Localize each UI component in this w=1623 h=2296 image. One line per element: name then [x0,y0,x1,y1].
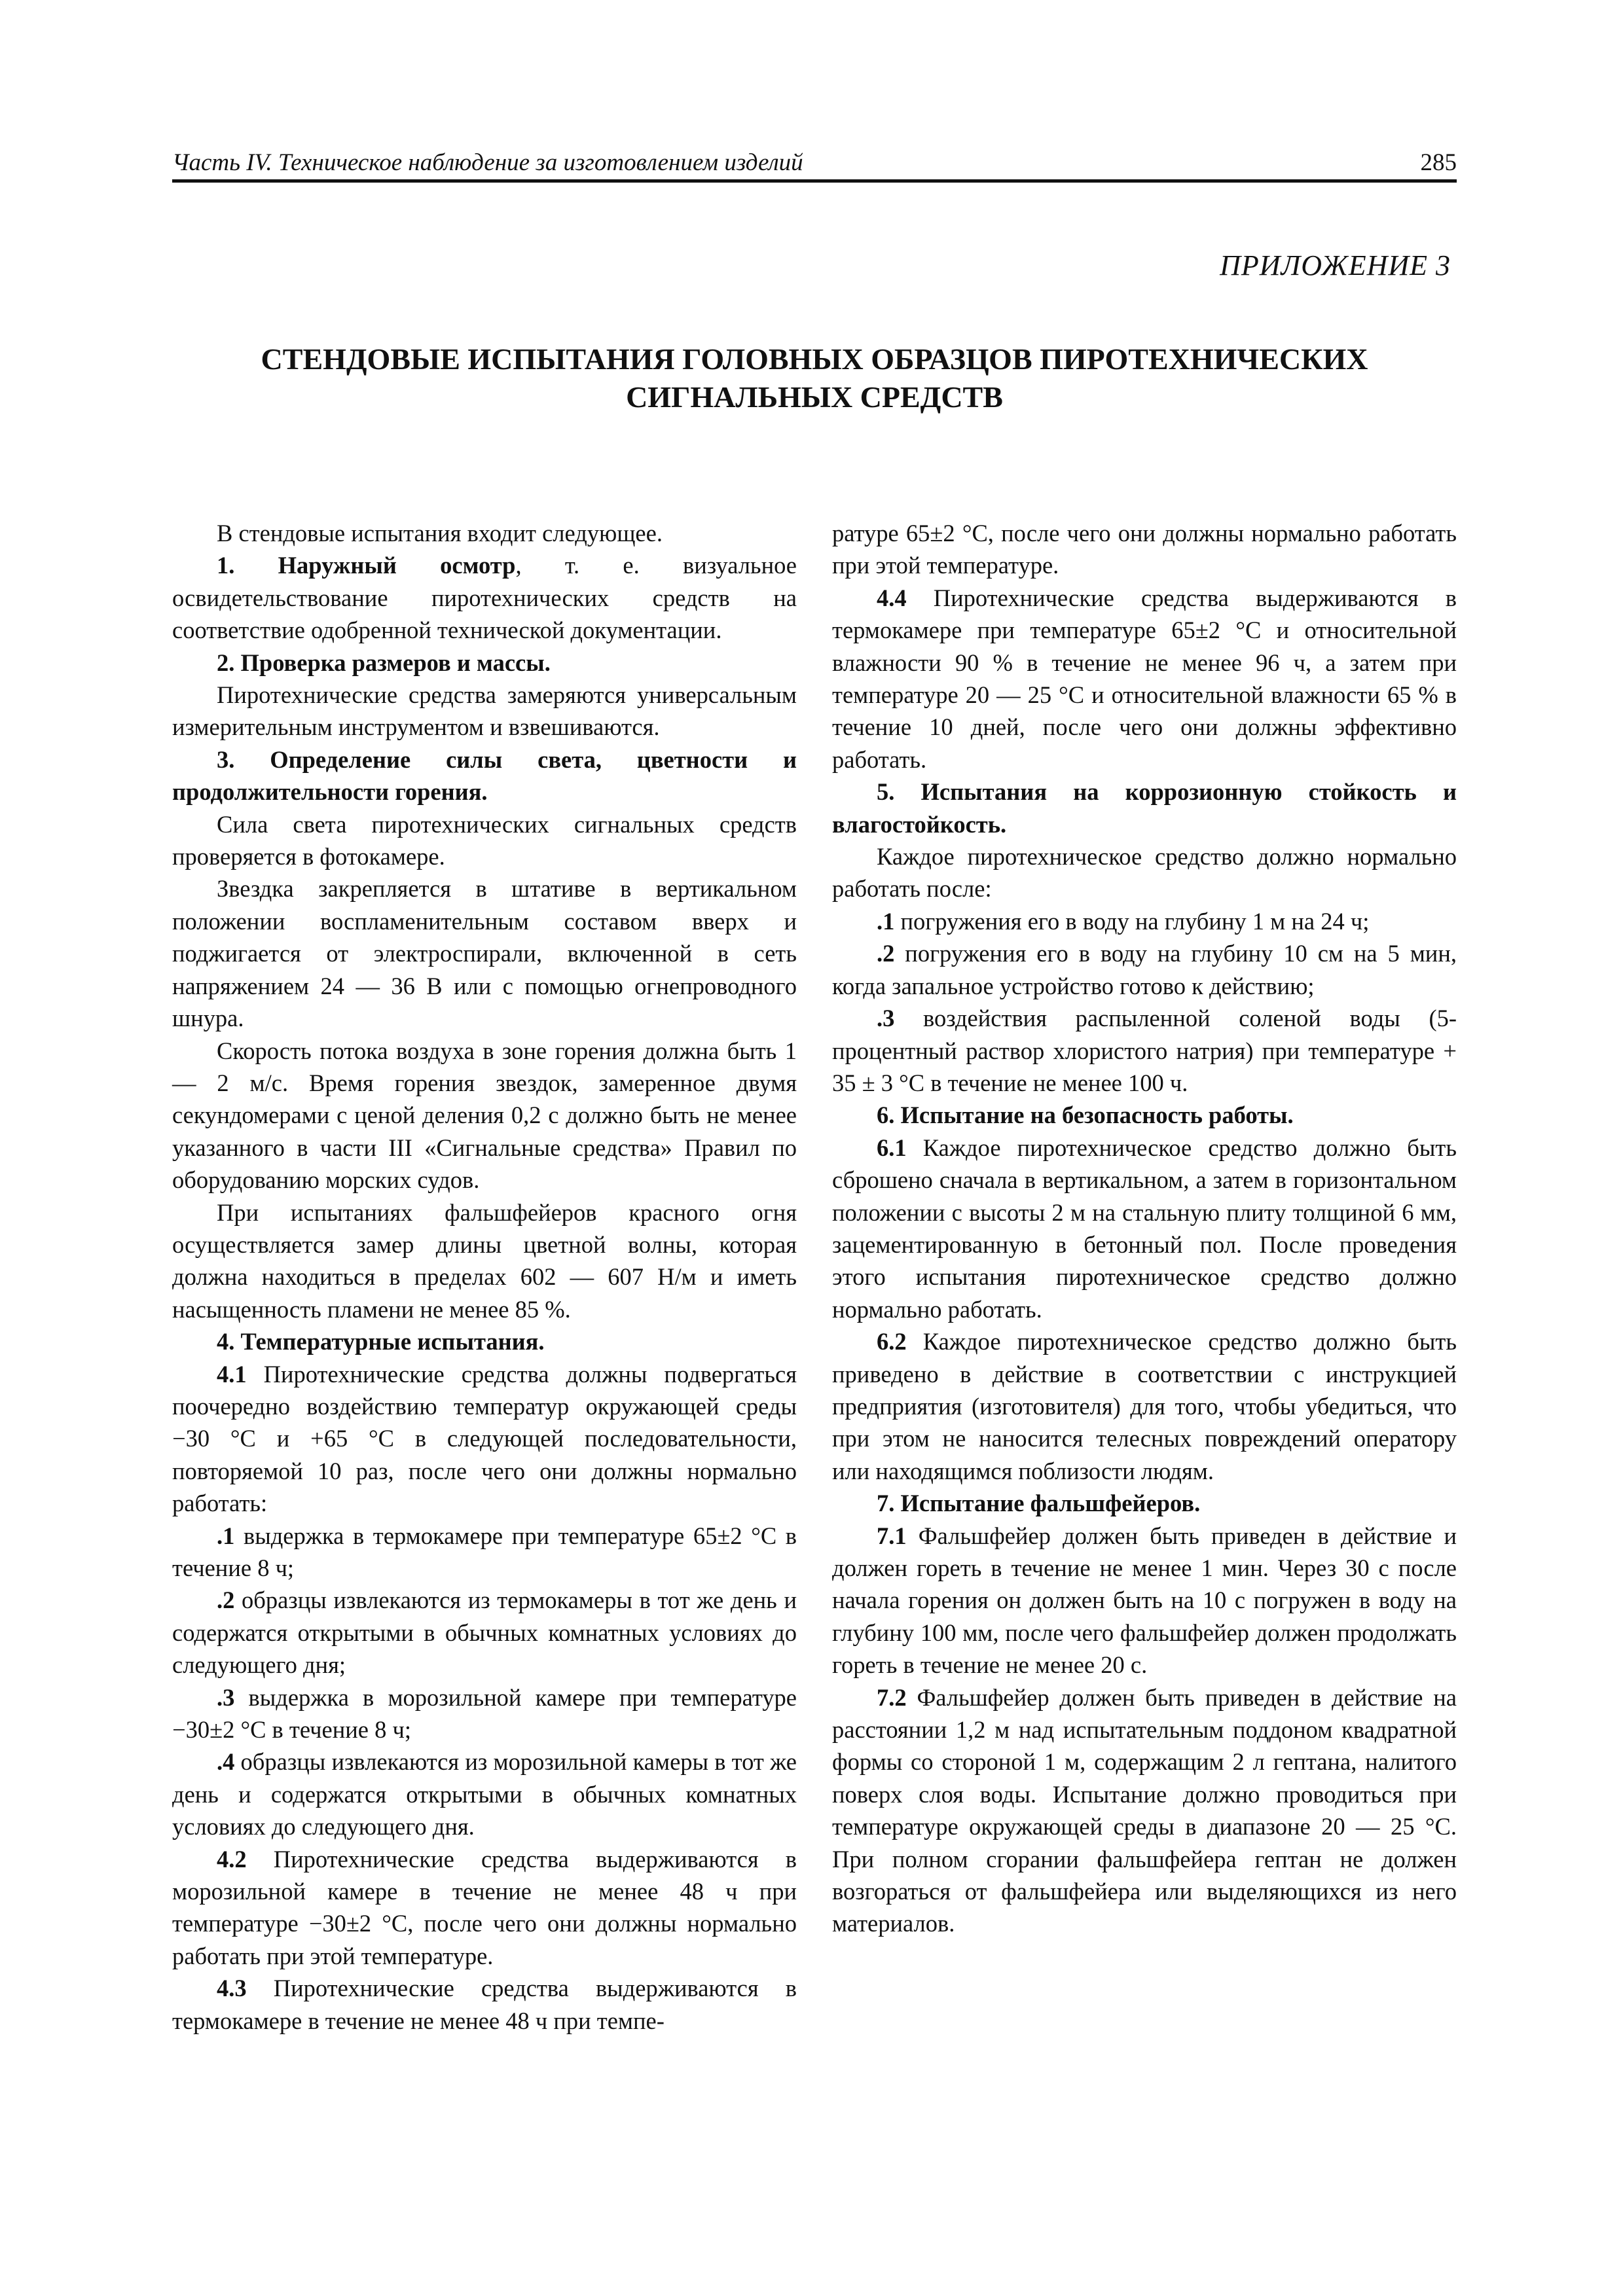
paragraph-text: Каждое пиротехническое средство должно быть приведено в действие в соответствии с инструкцией предприятия (изготовителя) для того, чтобы убедиться, что при этом не наносится телесных повреждений оператору или находящимся поблизости людям. [832,1328,1457,1484]
paragraph [832,1520,1457,1681]
paragraph-text: Каждое пиротехническое средство должно быть сброшено сначала в вертикальном, а затем в горизонтальном положении с высоты 2 м на стальную плиту толщиной 6 мм, зацементированную в бетонный пол. После проведения этого испытания пиротехническое средство должно нормально работать. [832,1134,1457,1323]
paragraph-heading: 2. Проверка размеров и массы. [217,649,551,676]
paragraph-heading: .1 [217,1522,235,1549]
paragraph-heading: 5. Испытания на коррозионную стойкость и влагостойкость. [832,778,1457,838]
paragraph [172,1972,797,2037]
paragraph-text: выдержка в термокамере при температуре 65±2 °С в течение 8 ч; [172,1522,797,1581]
document-title [172,340,1457,416]
paragraph-heading: 6.1 [877,1134,907,1161]
paragraph [832,1132,1457,1325]
left-column [172,517,797,2037]
document-title-line-1: СТЕНДОВЫЕ ИСПЫТАНИЯ ГОЛОВНЫХ ОБРАЗЦОВ ПИРОТЕХНИЧЕСКИХ [261,342,1368,376]
paragraph-text: Пиротехнические средства должны подвергаться поочередно воздействию температур окружающей среды −30 °С и +65 °С в следующей последовательности, повторяемой 10 раз, после чего они должны нормально работать: [172,1360,797,1517]
paragraph [172,549,797,646]
paragraph-text: В стендовые испытания входит следующее. [217,520,663,547]
paragraph [832,776,1457,840]
paragraph-heading: 4.3 [217,1975,247,2002]
paragraph-text: Пиротехнические средства выдерживаются в термокамере при температуре 65±2 °С и относительной влажности 90 % в течение не менее 96 ч, а затем при температуре 20 — 25 °С и относительной влажности 65 % в течение 10 дней, после чего они должны эффективно работать. [832,584,1457,773]
paragraph-heading: .2 [217,1587,235,1614]
paragraph [172,1746,797,1842]
paragraph-heading: 7. Испытание фальшфейеров. [877,1490,1201,1517]
paragraph-heading: 4.1 [217,1360,247,1388]
right-column [832,517,1457,1940]
paragraph [172,1196,797,1326]
appendix-label: ПРИЛОЖЕНИЕ 3 [1220,249,1451,281]
paragraph [172,517,797,549]
paragraph-text: Пиротехнические средства выдерживаются в термокамере в течение не менее 48 ч при темпе- [172,1975,797,2034]
paragraph-text: Каждое пиротехническое средство должно нормально работать после: [832,843,1457,903]
paragraph [172,744,797,808]
paragraph-heading: 4. Температурные испытания. [217,1328,545,1355]
paragraph-heading: 7.1 [877,1522,907,1549]
paragraph-text: Звездка закрепляется в штативе в вертикальном положении воспламенительным составом вверх и поджигается от электроспирали, включенной в сеть напряжением 24 — 36 В или с помощью огнепроводного шнура. [172,875,797,1032]
paragraph [172,1325,797,1357]
paragraph [172,679,797,744]
paragraph-text: , т. е. визуальное освидетельствование пиротехнических средств на соответствие одобренной технической документации. [172,552,797,644]
paragraph-heading: 3. Определение силы света, цветности и продолжительности горения. [172,745,797,806]
paragraph-heading: .2 [877,940,895,967]
paragraph-text: Сила света пиротехнических сигнальных средств проверяется в фотокамере. [172,810,797,870]
page-number: 285 [1420,149,1457,176]
paragraph-heading: .3 [877,1005,895,1032]
paragraph [832,1002,1457,1099]
paragraph-text: образцы извлекаются из морозильной камеры в тот же день и содержатся открытыми в обычных комнатных условиях до следующего дня. [172,1748,797,1840]
paragraph [172,808,797,873]
paragraph-text: Пиротехнические средства выдерживаются в морозильной камере в течение не менее 48 ч при температуре −30±2 °С, после чего они должны нормально работать при этой температуре. [172,1845,797,1969]
paragraph-heading: .3 [217,1683,235,1711]
paragraph [832,1487,1457,1519]
paragraph-text: выдержка в морозильной камере при температуре −30±2 °С в течение 8 ч; [172,1683,797,1744]
paragraph-text: Фальшфейер должен быть приведен в действие на расстоянии 1,2 м над испытательным поддоном квадратной формы со стороной 1 м, содержащим 2 л гептана, налитого поверх слоя воды. Испытание должно проводиться при температуре окружающей среды в диапазоне 20 — 25 °С. При полном сгорании фальшфейера гептан не должен возгораться от фальшфейера или выделяющихся из него материалов. [832,1683,1457,1937]
paragraph-heading: 6. Испытание на безопасность работы. [877,1102,1294,1129]
paragraph [172,647,797,679]
paragraph-text: ратуре 65±2 °С, после чего они должны нормально работать при этой температуре. [832,520,1457,579]
paragraph-text: погружения его в воду на глубину 10 см на 5 мин, когда запальное устройство готово к действию; [832,940,1457,999]
paragraph [832,840,1457,905]
paragraph-heading: 4.2 [217,1845,247,1873]
paragraph-heading: 1. Наружный осмотр [217,552,516,579]
document-title-line-2: СИГНАЛЬНЫХ СРЕДСТВ [626,380,1003,414]
paragraph [172,872,797,1034]
paragraph [172,1584,797,1681]
paragraph-heading: 7.2 [877,1683,907,1711]
paragraph [832,582,1457,776]
paragraph-heading: .4 [217,1748,235,1776]
running-title: Часть IV. Техническое наблюдение за изготовлением изделий [172,149,803,176]
paragraph [172,1035,797,1196]
paragraph-text: Пиротехнические средства замеряются универсальным измерительным инструментом и взвешиваются. [172,681,797,741]
running-header [172,145,1457,183]
paragraph-text: Фальшфейер должен быть приведен в действие и должен гореть в течение не менее 1 мин. Через 30 с после начала горения он должен быть на 10 с погружен в воду на глубину 100 мм, после чего фальшфейер должен продолжать гореть в течение не менее 20 с. [832,1522,1457,1679]
paragraph-text: образцы извлекаются из термокамеры в тот же день и содержатся открытыми в обычных комнатных условиях до следующего дня; [172,1587,797,1679]
paragraph [172,1681,797,1746]
paragraph [832,1325,1457,1487]
paragraph [832,517,1457,582]
paragraph [832,905,1457,937]
paragraph-text: погружения его в воду на глубину 1 м на 24 ч; [894,907,1370,935]
paragraph-text: При испытаниях фальшфейеров красного огня осуществляется замер длины цветной волны, которая должна находиться в пределах 602 — 607 Н/м и иметь насыщенность пламени не менее 85 %. [172,1198,797,1323]
paragraph [172,1843,797,1973]
paragraph-heading: 6.2 [877,1328,907,1355]
paragraph [832,1681,1457,1940]
paragraph [172,1520,797,1585]
paragraph-text: Скорость потока воздуха в зоне горения должна быть 1 — 2 м/с. Время горения звездок, замеренное двумя секундомерами с ценой деления 0,2 с должно быть не менее указанного в части III «Сигнальные средства» Правил по оборудованию морских судов. [172,1037,797,1194]
paragraph-heading: 4.4 [877,584,907,611]
paragraph [172,1358,797,1520]
paragraph-text: воздействия распыленной соленой воды (5-процентный раствор хлористого натрия) при температуре + 35 ± 3 °С в течение не менее 100 ч. [832,1005,1457,1096]
paragraph [832,937,1457,1002]
paragraph-heading: .1 [877,907,895,935]
paragraph [832,1099,1457,1131]
